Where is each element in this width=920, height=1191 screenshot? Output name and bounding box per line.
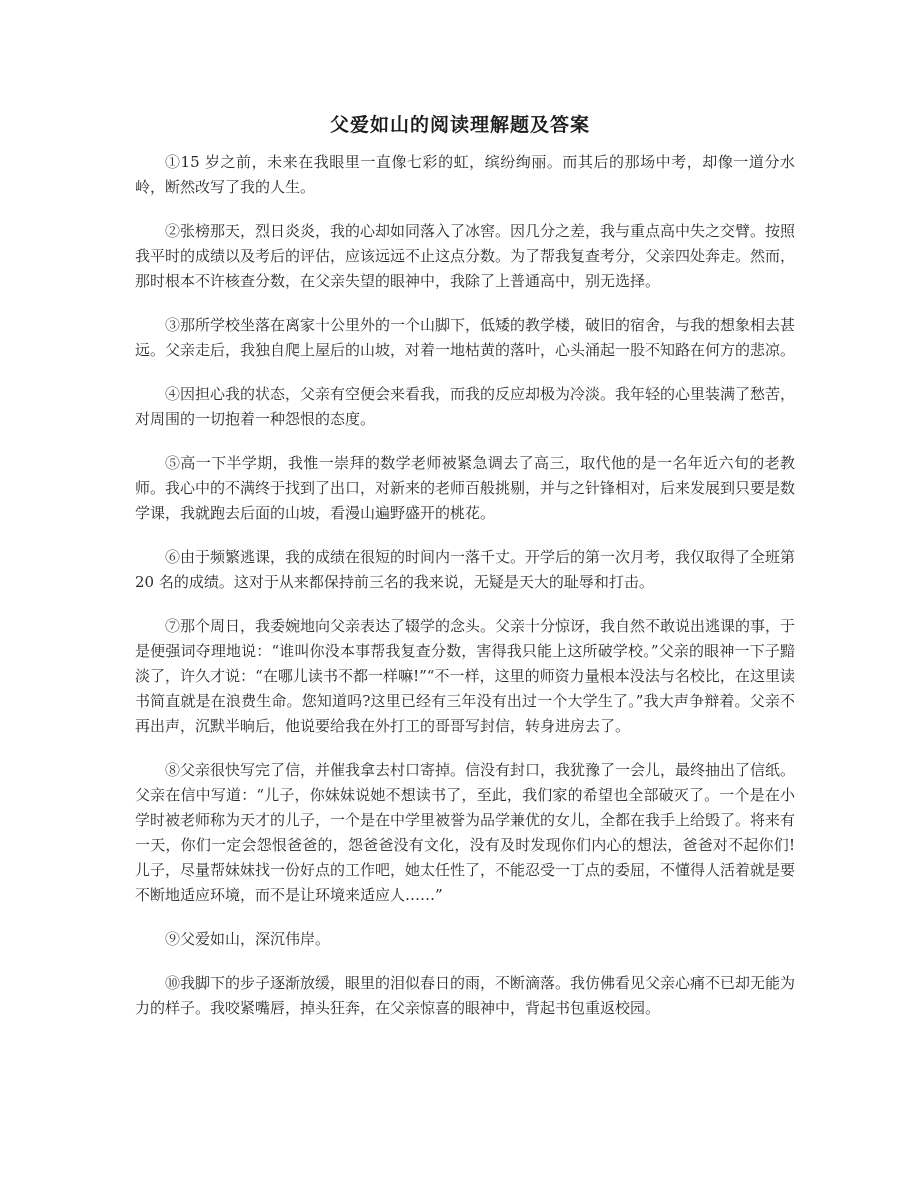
document-title: 父爱如山的阅读理解题及答案 <box>329 114 590 136</box>
paragraph-1: ①15 岁之前，未来在我眼里一直像七彩的虹，缤纷绚丽。而其后的那场中考，却像一道分水岭，断然改写了我的人生。 <box>135 153 795 196</box>
paragraph-7: ⑦那个周日，我委婉地向父亲表达了辍学的念头。父亲十分惊讶，我自然不敢说出逃课的事，于是便强词夺理地说：“谁叫你没本事帮我复查分数，害得我只能上这所破学校。”父亲的眼神一下子黯淡了，许久才说：“在哪儿读书不都一样嘛!”“不一样，这里的师资力量根本没法与名校比，在这里读书简直就是在浪费生命。您知道吗?这里已经有三年没有出过一个大学生了。”我大声争辩着。父亲不再出声，沉默半晌后，他说要给我在外打工的哥哥写封信，转身进房去了。 <box>135 617 796 735</box>
paragraph-8: ⑧父亲很快写完了信，并催我拿去村口寄掉。信没有封口，我犹豫了一会儿，最终抽出了信纸。父亲在信中写道：“儿子，你妹妹说她不想读书了，至此，我们家的希望也全部破灭了。一个是在小学时被老师称为天才的儿子，一个是在中学里被誉为品学兼优的女儿，全都在我手上给毁了。将来有一天，你们一定会怨恨爸爸的，怨爸爸没有文化，没有及时发现你们内心的想法，爸爸对不起你们!儿子，尽量帮妹妹找一份好点的工作吧，她太任性了，不能忍受一丁点的委屈，不懂得人活着就是要不断地适应环境，而不是让环境来适应人……” <box>135 761 796 904</box>
paragraph-10: ⑩我脚下的步子逐渐放缓，眼里的泪似春日的雨，不断滴落。我仿佛看见父亲心痛不已却无能为力的样子。我咬紧嘴唇，掉头狂奔，在父亲惊喜的眼神中，背起书包重返校园。 <box>135 974 796 1017</box>
paragraph-9: ⑨父爱如山，深沉伟岸。 <box>165 930 331 948</box>
paragraph-5: ⑤高一下半学期，我惟一崇拜的数学老师被紧急调去了高三，取代他的是一名年近六旬的老教师。我心中的不满终于找到了出口，对新来的老师百般挑剔，并与之针锋相对，后来发展到只要是数学课，我就跑去后面的山坡，看漫山遍野盛开的桃花。 <box>135 454 796 522</box>
paragraph-4: ④因担心我的状态，父亲有空便会来看我，而我的反应却极为冷淡。我年轻的心里装满了愁苦，对周围的一切抱着一种怨恨的态度。 <box>135 385 796 428</box>
paragraph-6: ⑥由于频繁逃课，我的成绩在很短的时间内一落千丈。开学后的第一次月考，我仅取得了全班第 20 名的成绩。这对于从来都保持前三名的我来说，无疑是天大的耻辱和打击。 <box>135 548 796 591</box>
paragraph-2: ②张榜那天，烈日炎炎，我的心却如同落入了冰窖。因几分之差，我与重点高中失之交臂。按照我平时的成绩以及考后的评估，应该远远不止这点分数。为了帮我复查考分，父亲四处奔走。然而，那时根本不许核查分数，在父亲失望的眼神中，我除了上普通高中，别无选择。 <box>135 222 796 290</box>
document-body <box>135 150 795 1040</box>
paragraph-3: ③那所学校坐落在离家十公里外的一个山脚下，低矮的教学楼，破旧的宿舍，与我的想象相去甚远。父亲走后，我独自爬上屋后的山坡，对着一地枯黄的落叶，心头涌起一股不知路在何方的悲凉。 <box>135 316 796 359</box>
